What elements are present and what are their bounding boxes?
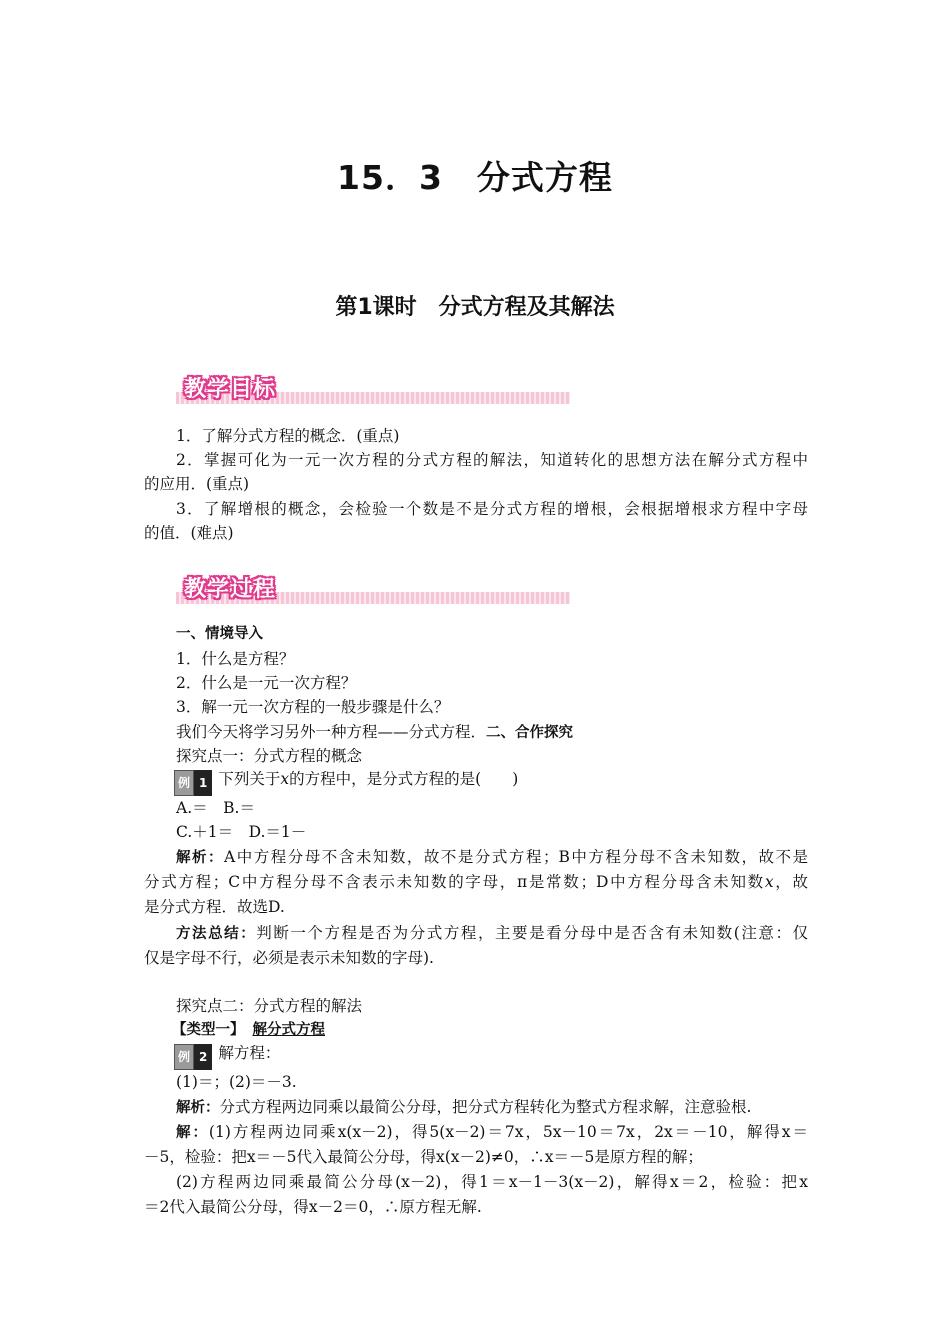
example-badge: 例 2 — [174, 1044, 212, 1070]
analysis-two-line: 解析：分式方程两边同乘以最简公分母，把分式方程转化为整式方程求解，注意验根. — [176, 1098, 752, 1116]
today-text: 我们今天将学习另外一种方程——分式方程． — [176, 723, 487, 741]
solution-line: 解：(1)方程两边同乘x(x－2)，得5(x－2)＝7x，5x－10＝7x，2x＝－10，解得x＝ — [176, 1123, 808, 1141]
example-two-question: 例 2 解方程： — [174, 1041, 806, 1070]
type-one-heading: 【类型一】 解分式方程 — [172, 1022, 325, 1038]
intro-question: 2．什么是一元一次方程？ — [176, 674, 357, 692]
section-two-heading: 二、合作探究 — [486, 725, 574, 741]
point-two-title: 探究点二：分式方程的解法 — [176, 997, 363, 1015]
goal-item: 的值．(难点) — [144, 524, 234, 542]
solution-line: ＝2代入最简公分母，得x－2＝0，∴原方程无解. — [144, 1198, 482, 1216]
goal-item: 2．掌握可化为一元一次方程的分式方程的解法，知道转化的思想方法在解分式方程中 — [176, 451, 808, 469]
process-banner — [176, 572, 570, 606]
analysis-one-line: 是分式方程．故选D. — [144, 898, 285, 916]
options-ab: A.＝ B.＝ — [176, 799, 255, 817]
example-two-equations: (1)＝；(2)＝－3. — [176, 1073, 297, 1091]
goals-banner-label: 教学目标 — [184, 377, 277, 402]
process-banner-label: 教学过程 — [184, 577, 277, 602]
analysis-one-line: 解析：A中方程分母不含未知数，故不是分式方程；B中方程分母不含未知数，故不是 — [176, 848, 809, 866]
intro-question: 1．什么是方程？ — [176, 650, 295, 668]
example-badge: 例 1 — [174, 770, 212, 796]
analysis-one-line: 分式方程；C中方程分母不含表示未知数的字母，π是常数；D中方程分母含未知数x，故 — [144, 873, 808, 891]
goals-banner — [176, 372, 570, 406]
intro-heading: 一、情境导入 — [176, 626, 263, 642]
intro-transition — [176, 720, 808, 745]
goal-item: 1．了解分式方程的概念．(重点) — [176, 427, 400, 445]
intro-question: 3．解一元一次方程的一般步骤是什么？ — [176, 698, 450, 716]
goal-item: 的应用．(重点) — [144, 475, 250, 493]
solution-line: －5，检验：把x＝－5代入最简公分母，得x(x－2)≠0，∴x＝－5是原方程的解； — [144, 1148, 703, 1166]
point-one-title: 探究点一：分式方程的概念 — [176, 747, 363, 765]
method-summary-line: 仅是字母不行，必须是表示未知数的字母). — [144, 949, 434, 967]
solution-line: (2)方程两边同乘最简公分母(x－2)，得1＝x－1－3(x－2)，解得x＝2，检验：把x — [176, 1173, 808, 1191]
page-title: 15．3 分式方程 — [337, 158, 613, 197]
lesson-subtitle: 第1课时 分式方程及其解法 — [335, 295, 615, 320]
options-cd: C.＋1＝ D.＝1－ — [176, 823, 307, 841]
method-summary-line: 方法总结：判断一个方程是否为分式方程，主要是看分母中是否含有未知数(注意：仅 — [176, 924, 808, 942]
example-one-question: 例 1 下列关于x的方程中，是分式方程的是( ) — [174, 767, 806, 796]
goal-item: 3．了解增根的概念，会检验一个数是不是分式方程的增根，会根据增根求方程中字母 — [176, 500, 808, 518]
